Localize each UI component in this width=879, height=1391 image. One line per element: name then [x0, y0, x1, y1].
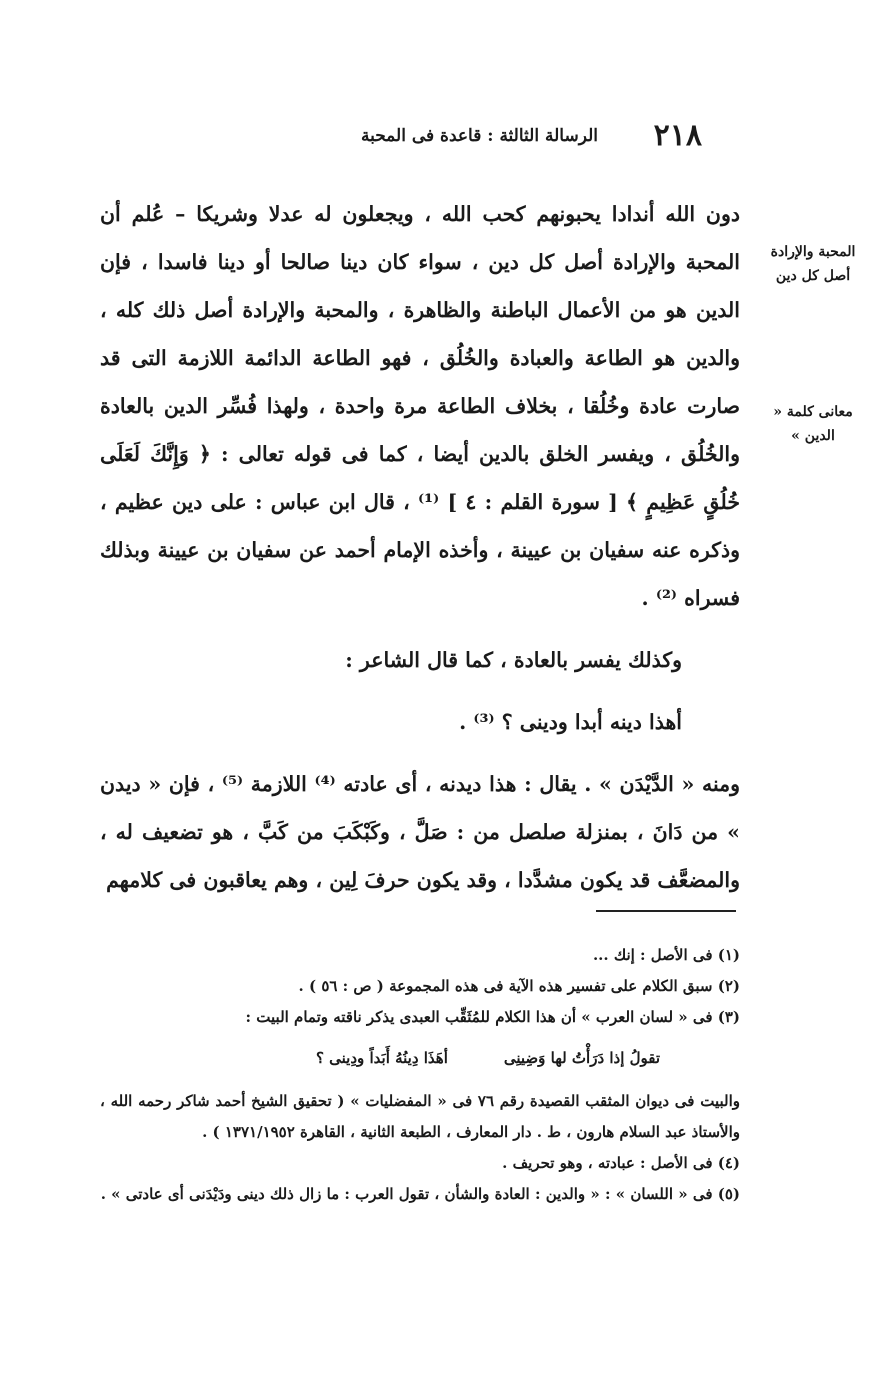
footnotes [100, 940, 740, 1210]
footnote-divider [596, 910, 736, 912]
main-text [100, 190, 740, 904]
page-number: ٢١٨ [653, 118, 702, 153]
paragraph-4: ومنه « الدَّيْدَن » . يقال : هذا ديدنه ، أى عادته ⁽⁴⁾ اللازمة ⁽⁵⁾ ، فإن « ديدن » من دَانَ ، بمنزلة صلصل من : صَلَّ ، وكَبْكَبَ من كَبَّ ، هو تضعيف له ، والمضعَّف قد يكون مشدَّدا ، وقد يكون حرفَ لِين ، وهم يعاقبون فى كلامهم [100, 772, 741, 892]
verse-second-hemistich: أهَذَا دِينُهُ أَبَداً ودِينى ؟ [315, 1049, 448, 1067]
page-header [300, 118, 720, 154]
footnote-5: (٥) فى « اللسان » : « والدين : العادة والشأن ، تقول العرب : ما زال ذلك دينى ودَيْدَنى أى عادتى » . [100, 1185, 740, 1203]
footnote-3: (٣) فى « لسان العرب » أن هذا الكلام للمُثَقِّب العبدى يذكر ناقته وتمام البيت : [245, 1008, 740, 1026]
paragraph-3-verse: أهذا دينه أبدا ودينى ؟ ⁽³⁾ . [459, 710, 682, 734]
verse-first-hemistich: تقولُ إذا دَرَأْتُ لها وَضِينِى [503, 1049, 660, 1067]
running-title: الرسالة الثالثة : قاعدة فى المحبة [360, 126, 598, 146]
footnote-4: (٤) فى الأصل : عبادته ، وهو تحريف . [502, 1154, 740, 1172]
paragraph-1: دون الله أندادا يحبونهم كحب الله ، ويجعلون له عدلا وشريكا – عُلم أن المحبة والإرادة أصل كل دين ، سواء كان دينا صالحا أو دينا فاسدا ، فإن الدين هو من الأعمال الباطنة والظاهرة ، والمحبة والإرادة أصل ذلك كله ، والدين هو الطاعة والعبادة والخُلُق ، فهو الطاعة الدائمة اللازمة التى قد صارت عادة وخُلُقا ، بخلاف الطاعة مرة واحدة ، ولهذا فُسِّر الدين بالعادة والخُلُق ، ويفسر الخلق بالدين أيضا ، كما فى قوله تعالى : ﴿ وَإِنَّكَ لَعَلَى خُلُقٍ عَظِيمٍ ﴾ [ سورة القلم : ٤ ] ⁽¹⁾ ، قال ابن عباس : على دين عظيم ، وذكره عنه سفيان بن عيينة ، وأخذه الإمام أحمد عن سفيان بن عيينة وبذلك فسراه ⁽²⁾ . [100, 202, 740, 610]
margin-note-meanings-of-din: معانى كلمة « الدين » [773, 404, 853, 444]
margin-note-love-and-will: المحبة والإرادة أصل كل دين [770, 244, 856, 284]
footnote-verse [100, 1043, 740, 1074]
footnote-3-continued: والبيت فى ديوان المثقب القصيدة رقم ٧٦ فى « المفضليات » ( تحقيق الشيخ أحمد شاكر رحمه الله ، والأستاذ عبد السلام هارون ، ط . دار المعارف ، الطبعة الثانية ، القاهرة ١٣٧١/١٩٥٢ ) . [100, 1092, 740, 1141]
footnote-1: (١) فى الأصل : إنك ... [592, 946, 740, 964]
paragraph-2: وكذلك يفسر بالعادة ، كما قال الشاعر : [345, 648, 682, 672]
footnote-2: (٢) سبق الكلام على تفسير هذه الآية فى هذه المجموعة ( ص : ٥٦ ) . [298, 977, 740, 995]
